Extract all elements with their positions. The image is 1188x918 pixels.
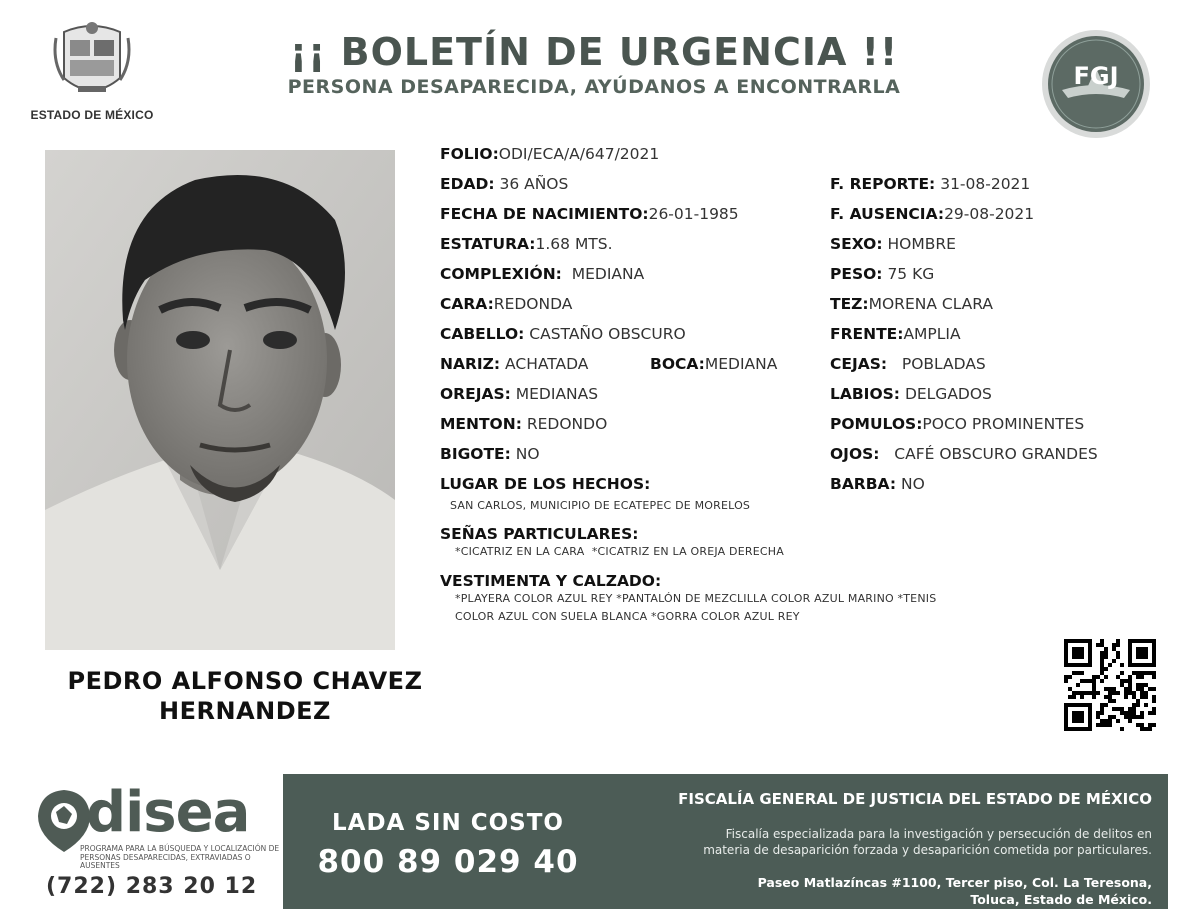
field-tez (830, 295, 993, 313)
field-frente (830, 325, 961, 343)
fgj-seal (1040, 28, 1152, 140)
field-complexion-label: COMPLEXIÓN: (440, 265, 562, 283)
state-name: ESTADO DE MÉXICO (30, 108, 154, 122)
field-frente-label: FRENTE: (830, 325, 904, 343)
section-vestimenta-label: VESTIMENTA Y CALZADO: (440, 572, 662, 590)
field-cara (440, 295, 572, 313)
field-cabello-label: CABELLO: (440, 325, 525, 343)
field-bigote-label: BIGOTE: (440, 445, 511, 463)
fgj-address (600, 874, 1152, 908)
local-phone[interactable]: (722) 283 20 12 (46, 874, 258, 899)
field-peso-value: 75 KG (887, 265, 935, 283)
field-boca-value: MEDIANA (704, 355, 778, 373)
field-f-ausencia-label: F. AUSENCIA: (830, 205, 945, 223)
toll-free-label: LADA SIN COSTO (332, 810, 564, 836)
field-barba (830, 475, 925, 493)
field-f-reporte-label: F. REPORTE: (830, 175, 936, 193)
fgj-name: FISCALÍA GENERAL DE JUSTICIA DEL ESTADO DE MÉXICO (678, 790, 1152, 808)
qr-code[interactable] (1064, 639, 1156, 731)
field-sexo (830, 235, 956, 253)
person-portrait (45, 150, 395, 650)
field-menton (440, 415, 607, 433)
field-labios (830, 385, 992, 403)
field-pomulos-label: POMULOS: (830, 415, 923, 433)
qr-code-icon (1064, 639, 1156, 731)
section-vestimenta-line2: COLOR AZUL CON SUELA BLANCA *GORRA COLOR AZUL REY (455, 610, 800, 623)
person-name-line1: PEDRO ALFONSO CHAVEZ (67, 667, 423, 695)
field-f-ausencia-value: 29-08-2021 (944, 205, 1035, 223)
field-fecha-nacimiento-value: 26-01-1985 (648, 205, 739, 223)
field-complexion (440, 265, 644, 283)
field-edad-value: 36 AÑOS (499, 175, 569, 193)
field-peso (830, 265, 934, 283)
fgj-address-line2: Toluca, Estado de México. (970, 892, 1152, 907)
field-labios-label: LABIOS: (830, 385, 900, 403)
field-complexion-value: MEDIANA (571, 265, 645, 283)
section-vestimenta-line1: *PLAYERA COLOR AZUL REY *PANTALÓN DE MEZCLILLA COLOR AZUL MARINO *TENIS (455, 592, 937, 605)
field-orejas (440, 385, 598, 403)
field-edad-label: EDAD: (440, 175, 495, 193)
field-barba-value: NO (900, 475, 925, 493)
field-f-ausencia (830, 205, 1034, 223)
fgj-description-line1: Fiscalía especializada para la investigación y persecución de delitos en (725, 827, 1152, 841)
missing-person-photo (45, 150, 395, 650)
field-sexo-label: SEXO: (830, 235, 883, 253)
field-cara-value: REDONDA (493, 295, 573, 313)
field-orejas-value: MEDIANAS (515, 385, 599, 403)
field-tez-label: TEZ: (830, 295, 869, 313)
field-cejas-value: POBLADAS (901, 355, 986, 373)
field-boca (650, 355, 777, 373)
field-f-reporte (830, 175, 1030, 193)
field-cabello-value: CASTAÑO OBSCURO (529, 325, 686, 343)
bulletin-subtitle: PERSONA DESAPARECIDA, AYÚDANOS A ENCONTRARLA (287, 76, 901, 98)
field-menton-value: REDONDO (526, 415, 608, 433)
fgj-address-line1: Paseo Matlazíncas #1100, Tercer piso, Col. La Teresona, (757, 875, 1152, 890)
field-estatura-value: 1.68 MTS. (535, 235, 613, 253)
bulletin-title: ¡¡ BOLETÍN DE URGENCIA !! (289, 30, 899, 74)
field-cejas (830, 355, 986, 373)
odisea-description: PROGRAMA PARA LA BÚSQUEDA Y LOCALIZACIÓN DE PERSONAS DESAPARECIDAS, EXTRAVIADAS O AUSENTES (80, 844, 280, 870)
fgj-description (600, 826, 1152, 858)
section-lugar-value: SAN CARLOS, MUNICIPIO DE ECATEPEC DE MORELOS (450, 499, 751, 512)
field-pomulos-value: POCO PROMINENTES (922, 415, 1085, 433)
field-cara-label: CARA: (440, 295, 494, 313)
field-bigote (440, 445, 540, 463)
field-ojos (830, 445, 1098, 463)
fgj-seal-text: FGJ (1073, 62, 1119, 90)
field-frente-value: AMPLIA (903, 325, 961, 343)
fgj-description-line2: materia de desaparición forzada y desaparición cometida por particulares. (703, 843, 1152, 857)
field-ojos-label: OJOS: (830, 445, 880, 463)
field-orejas-label: OREJAS: (440, 385, 511, 403)
field-cejas-label: CEJAS: (830, 355, 888, 373)
field-boca-label: BOCA: (650, 355, 705, 373)
field-bigote-value: NO (515, 445, 540, 463)
field-barba-label: BARBA: (830, 475, 897, 493)
field-folio-value: ODI/ECA/A/647/2021 (498, 145, 660, 163)
field-pomulos (830, 415, 1084, 433)
field-fecha-nacimiento (440, 205, 739, 223)
field-f-reporte-value: 31-08-2021 (940, 175, 1031, 193)
section-lugar-label: LUGAR DE LOS HECHOS: (440, 475, 651, 493)
field-folio (440, 145, 659, 163)
field-nariz (440, 355, 588, 373)
section-senas-value: *CICATRIZ EN LA CARA *CICATRIZ EN LA OREJA DERECHA (455, 545, 784, 558)
field-edad (440, 175, 568, 193)
person-name (45, 666, 445, 726)
person-name-line2: HERNANDEZ (159, 697, 331, 725)
field-ojos-value: CAFÉ OBSCURO GRANDES (894, 445, 1098, 463)
field-peso-label: PESO: (830, 265, 883, 283)
field-sexo-value: HOMBRE (887, 235, 956, 253)
field-fecha-nacimiento-label: FECHA DE NACIMIENTO: (440, 205, 649, 223)
field-menton-label: MENTON: (440, 415, 522, 433)
field-nariz-value: ACHATADA (505, 355, 589, 373)
field-estatura (440, 235, 613, 253)
field-tez-value: MORENA CLARA (868, 295, 994, 313)
fgj-seal-icon (1040, 28, 1152, 140)
section-senas-label: SEÑAS PARTICULARES: (440, 525, 639, 543)
field-labios-value: DELGADOS (904, 385, 992, 403)
field-folio-label: FOLIO: (440, 145, 499, 163)
field-estatura-label: ESTATURA: (440, 235, 536, 253)
field-cabello (440, 325, 686, 343)
field-nariz-label: NARIZ: (440, 355, 501, 373)
odisea-wordmark: disea (86, 780, 250, 845)
toll-free-number[interactable]: 800 89 029 40 (317, 844, 579, 880)
